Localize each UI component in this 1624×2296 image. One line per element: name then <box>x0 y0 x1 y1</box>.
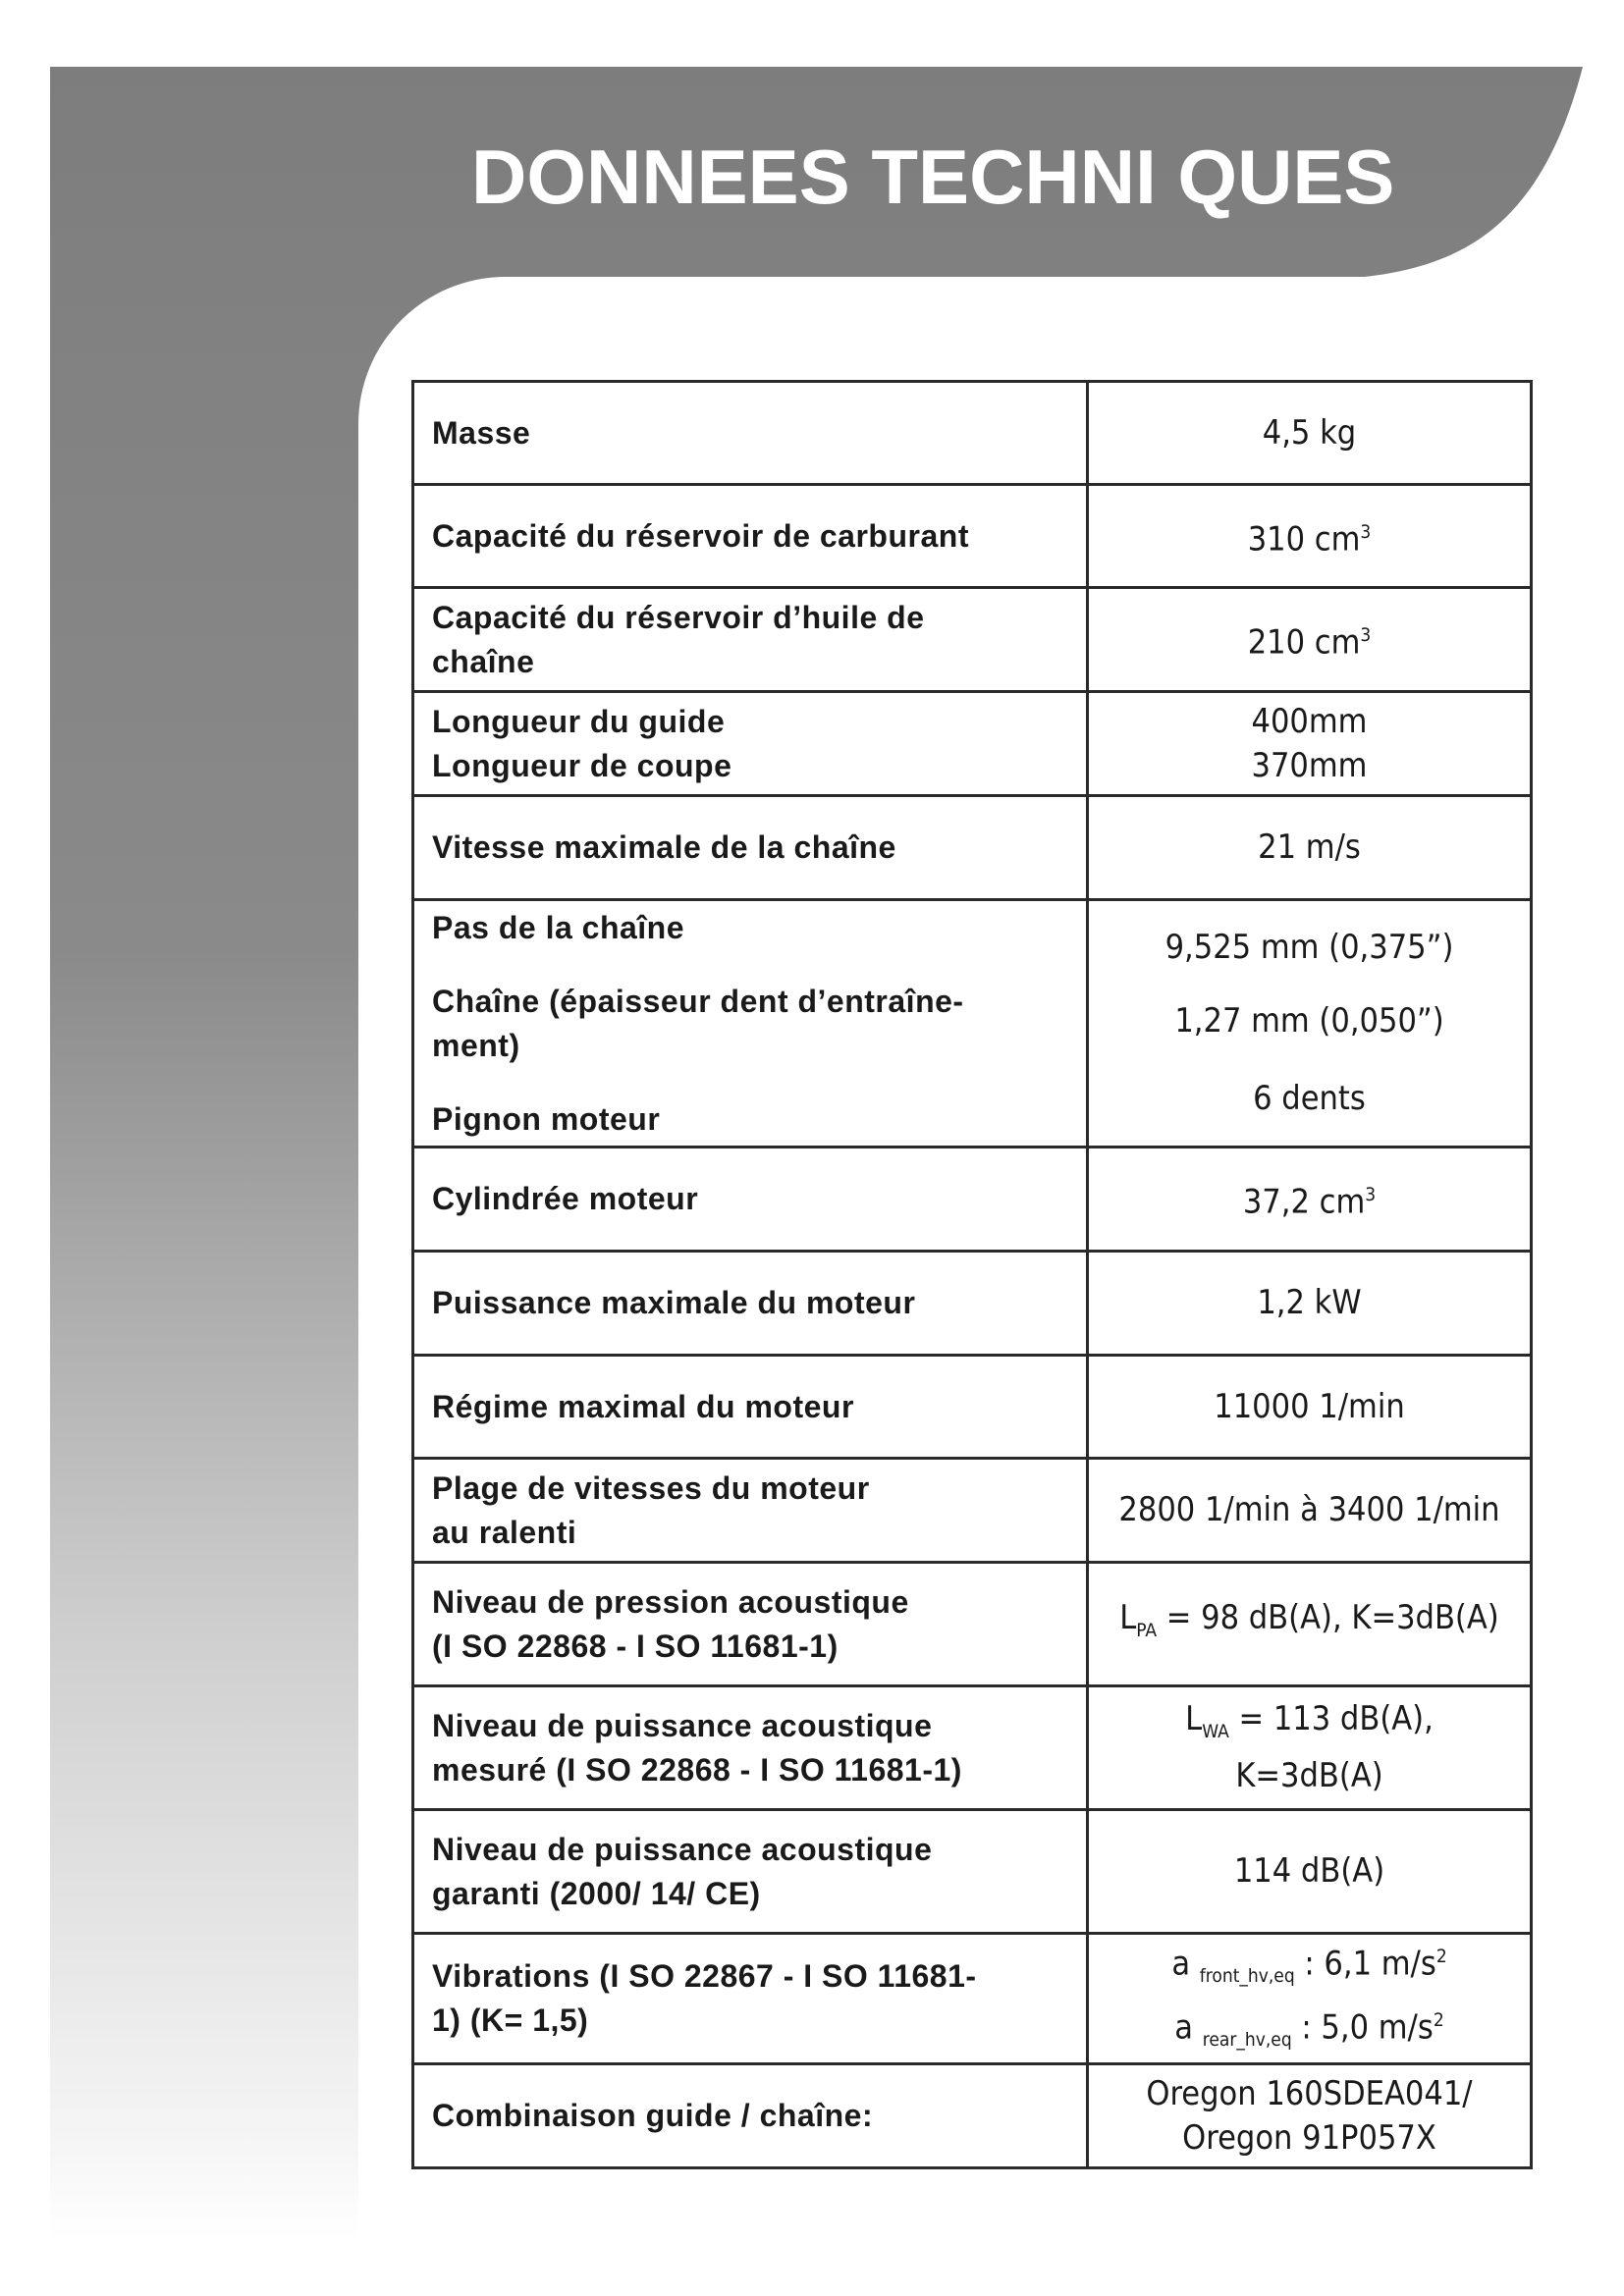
row-value: $L_{PA} = 98$ dB(A), K=3dB(A) <box>1088 1563 1532 1686</box>
table-row <box>413 1563 1532 1686</box>
row-label: Cylindrée moteur <box>413 1148 1088 1252</box>
row-label: Capacité du réservoir d’huile de chaîne <box>413 588 1088 692</box>
page-title: DONNEES TECHNI QUES <box>471 133 1395 220</box>
row-label: Combinaison guide / chaîne: <box>413 2064 1088 2168</box>
row-value: 37,2 $cm^3$ <box>1088 1148 1532 1252</box>
table-row <box>413 588 1532 692</box>
table-row <box>413 796 1532 900</box>
row-value: 310 $cm^3$ <box>1088 485 1532 588</box>
row-value: 400mm 370mm <box>1088 692 1532 796</box>
row-value: 4,5 kg <box>1088 382 1532 485</box>
row-value: 114 dB(A) <box>1088 1810 1532 1934</box>
row-label: Masse <box>413 382 1088 485</box>
table-row <box>413 1934 1532 2064</box>
row-value: a $_{front\_hv,eq}$ : 6,1 $m/s^2$ a $_{rear\_hv,eq}$ : 5,0 $m/s^2$ <box>1088 1934 1532 2064</box>
table-row <box>413 1686 1532 1810</box>
row-value: 9,525 mm (0,375”) 1,27 mm (0,050”) 6 dents <box>1088 900 1532 1148</box>
table-row <box>413 485 1532 588</box>
table-row <box>413 1459 1532 1563</box>
row-value: 2800 1/min à 3400 1/min <box>1088 1459 1532 1563</box>
row-label: Plage de vitesses du moteur au ralenti <box>413 1459 1088 1563</box>
table-row <box>413 382 1532 485</box>
table-row <box>413 1810 1532 1934</box>
row-label: Pas de la chaîne Chaîne (épaisseur dent d’entraîne- ment) Pignon moteur <box>413 900 1088 1148</box>
row-value: 21 m/s <box>1088 796 1532 900</box>
row-value: Oregon 160SDEA041/ Oregon 91P057X <box>1088 2064 1532 2168</box>
row-value: 1,2 kW <box>1088 1252 1532 1356</box>
row-label: Puissance maximale du moteur <box>413 1252 1088 1356</box>
table-row <box>413 692 1532 796</box>
row-value: 11000 1/min <box>1088 1356 1532 1459</box>
table-row <box>413 900 1532 1148</box>
table-row <box>413 1356 1532 1459</box>
row-label: Vibrations (I SO 22867 - I SO 11681- 1) (K= 1,5) <box>413 1934 1088 2064</box>
table-row <box>413 1252 1532 1356</box>
row-label: Niveau de puissance acoustique garanti (2000/ 14/ CE) <box>413 1810 1088 1934</box>
table-row <box>413 2064 1532 2168</box>
row-label: Régime maximal du moteur <box>413 1356 1088 1459</box>
row-value: 210 $cm^3$ <box>1088 588 1532 692</box>
row-label: Niveau de pression acoustique (I SO 22868 - I SO 11681-1) <box>413 1563 1088 1686</box>
specifications-table <box>411 380 1533 2169</box>
row-label: Capacité du réservoir de carburant <box>413 485 1088 588</box>
table-row <box>413 1148 1532 1252</box>
row-label: Longueur du guide Longueur de coupe <box>413 692 1088 796</box>
row-value: $L_{WA} = 113$ dB(A), K=3dB(A) <box>1088 1686 1532 1810</box>
row-label: Niveau de puissance acoustique mesuré (I SO 22868 - I SO 11681-1) <box>413 1686 1088 1810</box>
row-label: Vitesse maximale de la chaîne <box>413 796 1088 900</box>
